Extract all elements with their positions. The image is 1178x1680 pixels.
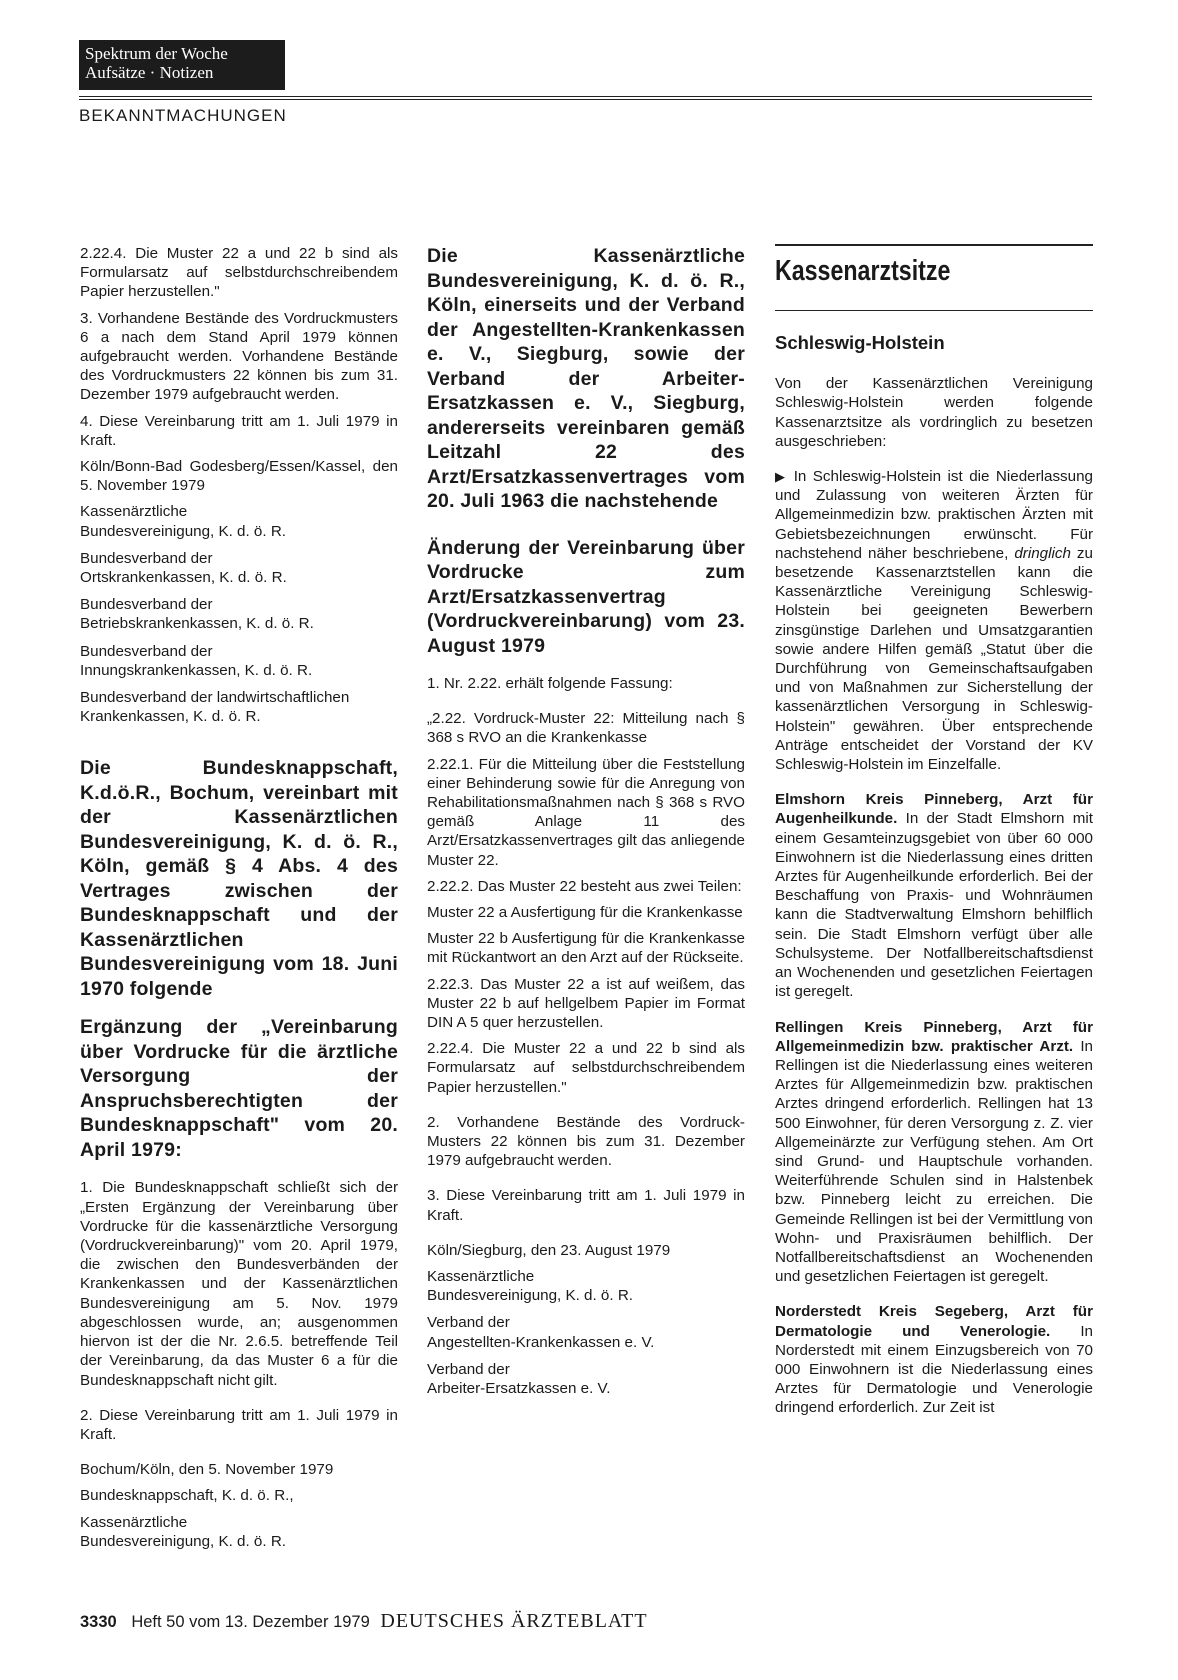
paragraph <box>775 467 1093 774</box>
signatory <box>80 595 398 633</box>
header-rule <box>79 96 1092 97</box>
column-1 <box>80 244 398 1559</box>
signatory-line: Kassenärztliche <box>80 503 188 521</box>
place-date: Köln/Bonn-Bad Godesberg/Essen/Kassel, den 5. November 1979 <box>80 458 398 495</box>
paragraph: 2.22.2. Das Muster 22 besteht aus zwei Teilen: <box>427 877 742 895</box>
signatory-line: Ortskrankenkassen, K. d. ö. R. <box>80 569 287 587</box>
listing-heading: Elmshorn Kreis Pinneberg, Arzt für Augenheilkunde. <box>775 791 1093 828</box>
article-title: Kassenarztsitze <box>775 255 951 287</box>
listing-heading: Rellingen Kreis Pinneberg, Arzt für Allgemeinmedizin bzw. praktischer Arzt. <box>775 1018 1093 1055</box>
signatory-line: Bundesvereinigung, K. d. ö. R. <box>80 522 287 540</box>
agreement-heading: Die Kassenärztliche Bundesvereinigung, K. d. ö. R., Köln, einerseits und der Verband der Angestellten-Krankenkassen e. V., Siegburg, sowie der Verband der Arbeiter-Ersatzkassen e. V., Siegburg, andererseits vereinbaren gemäß Leitzahl 22 des Arzt/Ersatzkassenvertrages vom 20. Juli 1963 die nachstehende <box>427 245 745 512</box>
column-2 <box>427 244 745 1406</box>
signatory-line: Bundesvereinigung, K. d. ö. R. <box>427 1287 634 1305</box>
header-line-1: Spektrum der Woche <box>85 44 228 63</box>
paragraph: 2.22.1. Für die Mitteilung über die Feststellung einer Behinderung sowie für die Anregung von Rehabilitationsmaßnahmen nach § 368 s RVO gemäß Anlage 11 des Arzt/Ersatzkassenvertrages gilt das anliegende Muster 22. <box>427 755 745 869</box>
paragraph: Von der Kassenärztlichen Vereinigung Schleswig-Holstein werden folgende Kassenarztsitze als vordringlich zu besetzen ausgeschrieben: <box>775 375 1093 450</box>
signatory-line: Angestellten-Krankenkassen e. V. <box>427 1333 655 1351</box>
paragraph: „2.22. Vordruck-Muster 22: Mitteilung nach § 368 s RVO an die Krankenkasse <box>427 710 745 747</box>
header-rule-2 <box>79 99 1092 100</box>
signatory-line: Bundesvereinigung, K. d. ö. R. <box>80 1532 287 1550</box>
title-rule-2 <box>775 310 1093 311</box>
listing-body: In der Stadt Elmshorn mit einem Gesamteinzugsgebiet von über 60 000 Einwohnern ist die Niederlassung eines dritten Arztes für Augenheilkunde erforderlich. Bei der Beschaffung von Praxis- und Wohnräumen kann die Stadtverwaltung Elmshorn behilflich sein. Die Stadt Elmshorn verfügt über alle Schulsysteme. Der Notfallbereitschaftsdienst an Wochenenden und gesetzlichen Feiertagen ist geregelt. <box>775 810 1093 1001</box>
signatory: Bundesknappschaft, K. d. ö. R., <box>80 1487 294 1505</box>
paragraph: 3. Vorhandene Bestände des Vordruckmusters 6 a nach dem Stand April 1979 können aufgebraucht werden. Vorhandene Bestände des Vordruckmusters 22 können bis zum 31. Dezember 1979 aufgebraucht werden. <box>80 309 398 404</box>
signatory <box>427 1360 745 1398</box>
paragraph: Muster 22 b Ausfertigung für die Krankenkasse mit Rückantwort an den Arzt auf der Rückseite. <box>427 930 745 967</box>
signatory <box>427 1313 745 1351</box>
section-header-box <box>79 40 285 90</box>
issue-info: Heft 50 vom 13. Dezember 1979 <box>131 1613 370 1631</box>
signatory-line: Bundesverband der <box>80 642 213 660</box>
signatory-line: Krankenkassen, K. d. ö. R. <box>80 708 261 726</box>
header-line-2: Aufsätze · Notizen <box>85 63 214 82</box>
signatory <box>80 549 398 587</box>
paragraph: Muster 22 a Ausfertigung für die Krankenkasse <box>427 904 743 922</box>
signatory-line: Bundesverband der landwirtschaftlichen <box>80 689 350 707</box>
signatory-line: Kassenärztliche <box>427 1268 535 1286</box>
listing-entry <box>775 1302 1093 1417</box>
listing-body: In Rellingen ist die Niederlassung eines weiteren Arztes für Allgemeinmedizin bzw. praktischen Arztes dringend erforderlich. Rellingen hat 13 500 Einwohner, für deren Versorgung z. Z. vier Allgemeinärzte zur Verfügung stehen. Am Ort sind Grund- und Hauptschule vorhanden. Weiterführende Schulen sind in Halstenbek bzw. Pinneberg leicht zu erreichen. Die Gemeinde Rellingen ist bei der Vermittlung von Wohn- und Praxisräumen behilflich. Der Notfallbereitschaftsdienst an Wochenenden und gesetzlichen Feiertagen ist geregelt. <box>775 1037 1093 1286</box>
paragraph: 2. Vorhandene Bestände des Vordruck-Musters 22 können bis zum 31. Dezember 1979 aufgebraucht werden. <box>427 1113 745 1170</box>
text-run: In Schleswig-Holstein ist die Niederlassung und Zulassung von weiteren Ärzten für Allgemeinmedizin bzw. praktischen Ärzten mit Gebietsbezeichnungen erwünscht. Für nachstehend näher beschriebene, <box>775 468 1093 562</box>
signatory <box>80 1513 398 1551</box>
paragraph: 4. Diese Vereinbarung tritt am 1. Juli 1979 in Kraft. <box>80 412 398 449</box>
signatory <box>427 1267 745 1305</box>
signatory-line: Arbeiter-Ersatzkassen e. V. <box>427 1380 611 1398</box>
title-rule <box>775 244 1093 246</box>
signatory-line: Verband der <box>427 1360 510 1378</box>
paragraph: 2. Diese Vereinbarung tritt am 1. Juli 1979 in Kraft. <box>80 1406 398 1443</box>
signatory <box>80 688 398 726</box>
paragraph: 2.22.4. Die Muster 22 a und 22 b sind als Formularsatz auf selbstdurchschreibendem Papier herzustellen." <box>427 1040 745 1096</box>
listing-body: In Norderstedt mit einem Einzugsbereich von 70 000 Einwohnern ist die Niederlassung eines Arztes für Dermatologie und Venerologie dringend erforderlich. Zur Zeit ist <box>775 1322 1093 1417</box>
signatory-line: Verband der <box>427 1314 510 1332</box>
listing-heading: Norderstedt Kreis Segeberg, Arzt für Dermatologie und Venerologie. <box>775 1303 1093 1340</box>
paragraph: 1. Nr. 2.22. erhält folgende Fassung: <box>427 675 673 692</box>
signatory-line: Bundesverband der <box>80 596 213 614</box>
paragraph: 3. Diese Vereinbarung tritt am 1. Juli 1979 in Kraft. <box>427 1187 745 1224</box>
listing-entry <box>775 790 1093 1001</box>
place-date: Bochum/Köln, den 5. November 1979 <box>80 1461 334 1479</box>
amendment-heading: Ergänzung der „Vereinbarung über Vordrucke für die ärztliche Versorgung der Anspruchsberechtigten der Bundesknappschaft" vom 20. April 1979: <box>80 1016 398 1161</box>
section-label: BEKANNTMACHUNGEN <box>79 106 287 125</box>
paragraph: 1. Die Bundesknappschaft schließt sich der „Ersten Ergänzung der Vereinbarung über Vordrucke für die kassenärztliche Versorgung (Vordruckvereinbarung)" vom 20. April 1979, die zwischen den Bundesverbänden der Krankenkassen und der Kassenärztlichen Bundesvereinigung am 5. Nov. 1979 abgeschlossen wurde, an; ausgenommen hiervon ist der die Nr. 2.6.5. betreffende Teil der Vereinbarung, da das Muster 6 a für die Bundesknappschaft nicht gilt. <box>80 1179 398 1389</box>
paragraph: 2.22.4. Die Muster 22 a und 22 b sind als Formularsatz auf selbstdurchschreibendem Papier herzustellen." <box>80 245 398 301</box>
agreement-heading: Die Bundesknappschaft, K.d.ö.R., Bochum, vereinbart mit der Kassenärztlichen Bundesvereinigung, K. d. ö. R., Köln, gemäß § 4 Abs. 4 des Vertrages zwischen der Bundesknappschaft und der Kassenärztlichen Bundesvereinigung vom 18. Juni 1970 folgende <box>80 757 398 1000</box>
column-3 <box>775 244 1093 1425</box>
triangle-arrow-icon: ▶ <box>775 469 788 485</box>
signatory <box>80 502 398 540</box>
signatory-line: Innungskrankenkassen, K. d. ö. R. <box>80 661 313 679</box>
page-footer <box>80 1610 648 1633</box>
page-number: 3330 <box>80 1613 117 1631</box>
journal-name: DEUTSCHES ÄRZTEBLATT <box>380 1610 648 1632</box>
place-date: Köln/Siegburg, den 23. August 1979 <box>427 1241 671 1259</box>
signatory <box>80 642 398 680</box>
signatory-line: Kassenärztliche <box>80 1513 188 1531</box>
emphasis: dringlich <box>1014 544 1071 562</box>
paragraph: 2.22.3. Das Muster 22 a ist auf weißem, das Muster 22 b auf hellgelbem Papier im Format DIN A 5 quer herzustellen. <box>427 975 745 1032</box>
amendment-heading: Änderung der Vereinbarung über Vordrucke zum Arzt/Ersatzkassenvertrag (Vordruckvereinbarung) vom 23. August 1979 <box>427 536 745 657</box>
text-run: zu besetzende Kassenarztstellen kann die Kassenärztliche Vereinigung Schleswig-Holstein bei geeigneten Bewerbern zinsgünstige Darlehen und Umsatzgarantien sowie andere Hilfen gemäß „Statut über die Durchführung von Gemeinschaftsaufgaben und von Maßnahmen zur Sicherstellung der kassenärztlichen Versorgung in Schleswig-Holstein" gewähren. Über entsprechende Anträge entscheidet der Vorstand der KV Schleswig-Holstein im Einzelfalle. <box>775 544 1093 774</box>
signatory-line: Betriebskrankenkassen, K. d. ö. R. <box>80 615 314 633</box>
signatory-line: Bundesverband der <box>80 549 213 567</box>
listing-entry <box>775 1018 1093 1287</box>
region-title: Schleswig-Holstein <box>775 332 945 353</box>
